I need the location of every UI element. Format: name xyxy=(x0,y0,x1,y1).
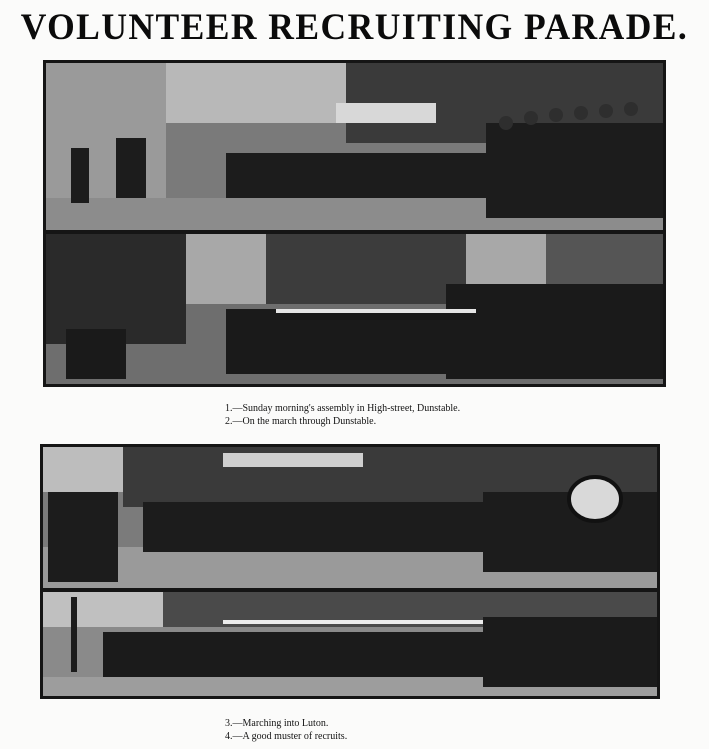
photo-1 xyxy=(46,63,663,230)
caption-1: 1.—Sunday morning's assembly in High-street, Dunstable. xyxy=(225,403,461,414)
captions-top xyxy=(225,402,460,428)
photo-4 xyxy=(43,592,657,696)
captions-bottom xyxy=(225,717,347,743)
caption-3: 3.—Marching into Luton. xyxy=(225,718,329,729)
photo-2 xyxy=(46,234,663,384)
photo-block-bottom xyxy=(40,444,660,699)
caption-2: 2.—On the march through Dunstable. xyxy=(225,416,377,427)
photo-3 xyxy=(43,447,657,588)
photo-block-top xyxy=(43,60,666,387)
headline: VOLUNTEER RECRUITING PARADE. xyxy=(20,7,689,48)
caption-4: 4.—A good muster of recruits. xyxy=(225,731,348,742)
